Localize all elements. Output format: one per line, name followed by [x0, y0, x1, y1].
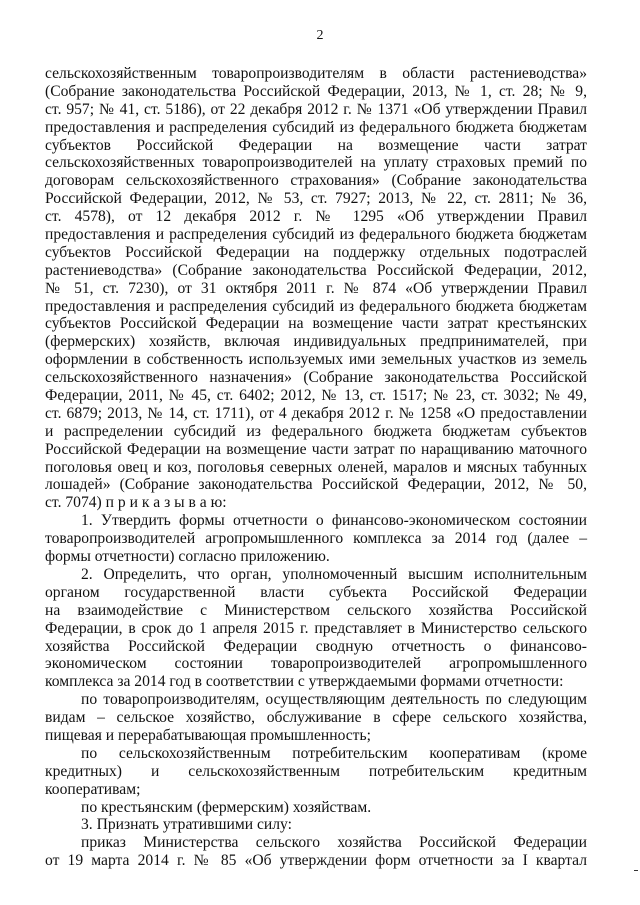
text-line: Российской Федерации, 2012, № 53, ст. 7927; 2013, № 22, ст. 2811; № 36,	[45, 190, 587, 208]
text-line: 2. Определить, что орган, уполномоченный высшим исполнительным	[81, 565, 587, 583]
text-line: оформлении в собственность используемых ими земельных участков из земель	[45, 351, 587, 369]
scan-edge-mark	[634, 870, 638, 871]
text-line: от 19 марта 2014 г. № 85 «Об утверждении форм отчетности за I квартал	[45, 852, 587, 870]
text-line: кооперативам;	[45, 780, 141, 798]
text-line: предоставления и распределения субсидий из федерального бюджета бюджетам	[45, 297, 587, 315]
text-line: товаропроизводителей агропромышленного комплекса за 2014 год (далее –	[45, 530, 587, 548]
text-line: субъектов Российской Федерации на поддержку отдельных подотраслей	[45, 243, 587, 261]
text-line: растениеводства» (Собрание законодательства Российской Федерации, 2012,	[45, 261, 587, 279]
text-line: 1. Утвердить формы отчетности о финансово-экономическом состоянии	[81, 512, 587, 530]
text-line: Российской Федерации на возмещение части затрат по наращиванию маточного	[45, 440, 587, 458]
text-line: Федерации, 2011, № 45, ст. 6402; 2012, № 13, ст. 1517; № 23, ст. 3032; № 49,	[45, 387, 587, 405]
text-line: поголовья овец и коз, поголовья северных оленей, маралов и мясных табунных	[45, 458, 587, 476]
text-line: органом государственной власти субъекта Российской Федерации	[45, 583, 587, 601]
text-line: № 51, ст. 7230), от 31 октября 2011 г. № 874 «Об утверждении Правил	[45, 279, 587, 297]
text-line: субъектов Российской Федерации на возмещение части затрат	[45, 136, 587, 154]
text-line: ст. 6879; 2013, № 14, ст. 1711), от 4 декабря 2012 г. № 1258 «О предоставлении	[45, 404, 587, 422]
text-line: ст. 4578), от 12 декабря 2012 г. № 1295 «Об утверждении Правил	[45, 208, 587, 226]
text-line: кредитных) и сельскохозяйственным потребительским кредитным	[45, 762, 587, 780]
text-line: предоставления и распределения субсидий из федерального бюджета бюджетам	[45, 118, 587, 136]
text-line: (фермерских) хозяйств, включая индивидуальных предпринимателей, при	[45, 333, 587, 351]
text-line: и распределении субсидий из федерального бюджета бюджетам субъектов	[45, 422, 587, 440]
document-body	[45, 65, 587, 870]
text-line: Федерации, в срок до 1 апреля 2015 г. представляет в Министерство сельского	[45, 619, 587, 637]
text-line: на взаимодействие с Министерством сельского хозяйства Российской	[45, 601, 587, 619]
text-line: хозяйства Российской Федерации сводную отчетность о финансово-	[45, 637, 587, 655]
text-line: сельскохозяйственных товаропроизводителей на уплату страховых премий по	[45, 154, 587, 172]
text-line: 3. Признать утратившими силу:	[81, 816, 292, 834]
text-line: ст. 7074) п р и к а з ы в а ю:	[45, 494, 227, 512]
text-line: сельскохозяйственным товаропроизводителям в области растениеводства»	[45, 65, 587, 82]
page-number: 2	[316, 28, 324, 43]
text-line: видам – сельское хозяйство, обслуживание в сфере сельского хозяйства,	[45, 709, 587, 727]
text-line: по сельскохозяйственным потребительским кооперативам (кроме	[81, 744, 587, 762]
text-line: по товаропроизводителям, осуществляющим деятельность по следующим	[81, 691, 587, 709]
text-line: договорам сельскохозяйственного страхования» (Собрание законодательства	[45, 172, 587, 190]
text-line: ст. 957; № 41, ст. 5186), от 22 декабря 2012 г. № 1371 «Об утверждении Правил	[45, 100, 587, 118]
text-line: формы отчетности) согласно приложению.	[45, 548, 330, 566]
text-line: сельскохозяйственного назначения» (Собрание законодательства Российской	[45, 369, 587, 387]
text-line: предоставления и распределения субсидий из федерального бюджета бюджетам	[45, 226, 587, 244]
text-line: пищевая и перерабатывающая промышленность;	[45, 726, 371, 744]
text-line: по крестьянским (фермерским) хозяйствам.	[81, 798, 372, 816]
text-line: экономическом состоянии товаропроизводителей агропромышленного	[45, 655, 587, 673]
text-line: лошадей» (Собрание законодательства Российской Федерации, 2012, № 50,	[45, 476, 587, 494]
text-line: (Собрание законодательства Российской Федерации, 2013, № 1, ст. 28; № 9,	[45, 82, 587, 100]
text-line: приказ Министерства сельского хозяйства Российской Федерации	[81, 834, 587, 852]
text-line: субъектов Российской Федерации на возмещение части затрат крестьянских	[45, 315, 587, 333]
text-line: комплекса за 2014 год в соответствии с утверждаемыми формами отчетности:	[45, 673, 564, 691]
